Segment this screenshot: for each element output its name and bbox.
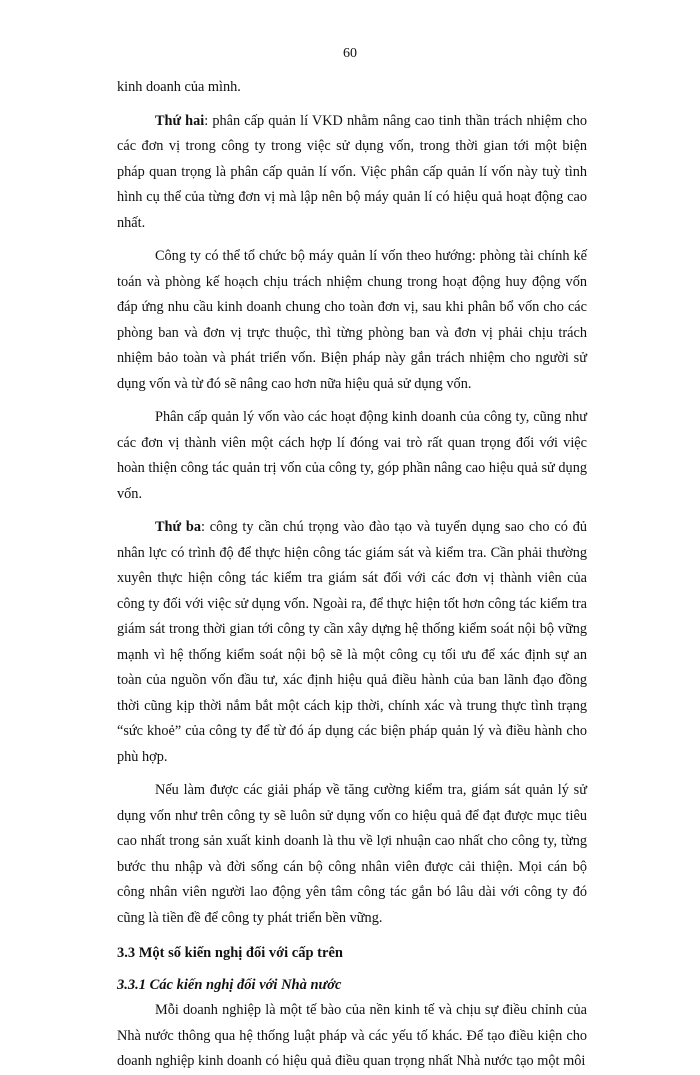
capital-organization-paragraph: Công ty có thể tổ chức bộ máy quản lí vốn theo hướng: phòng tài chính kế toán và phòng kế hoạch chịu trách nhiệm chung trong hoạt động huy động vốn đáp ứng nhu cầu kinh doanh chung cho toàn đơn vị, sau khi phân bổ vốn cho các phòng ban và đơn vị trực thuộc, thì từng phòng ban và đơn vị phải chịu trách nhiệm bảo toàn và phát triển vốn. Biện pháp này gắn trách nhiệm cho người sử dụng vốn và từ đó sẽ nâng cao hơn nữa hiệu quả sử dụng vốn. bbox=[117, 248, 587, 392]
third-measure-paragraph bbox=[117, 515, 587, 770]
solution-outcomes-paragraph: Nếu làm được các giải pháp về tăng cường kiểm tra, giám sát quản lý sử dụng vốn như trên công ty sẽ luôn sử dụng vốn co hiệu quả để đạt được mục tiêu cao nhất trong sản xuất kinh doanh là thu về lợi nhuận cao nhất cho công ty, từng bước thu nhập và đời sống cán bộ công nhân viên được cải thiện. Mọi cán bộ công nhân viên người lao động yên tâm công tác gắn bó lâu dài với công ty đó cũng là tiền đề để công ty phát triển bền vững. bbox=[117, 782, 587, 926]
continued-paragraph: kinh doanh của mình. bbox=[117, 79, 241, 95]
state-recommendations-paragraph: Mỗi doanh nghiệp là một tế bào của nền kinh tế và chịu sự điều chỉnh của Nhà nước thông qua hệ thống luật pháp và các yếu tố khác. Để tạo điều kiện cho doanh nghiệp kinh doanh có hiệu quả điều quan trọng nhất Nhà nước tạo một môi bbox=[117, 1002, 587, 1069]
second-measure-paragraph bbox=[117, 109, 587, 237]
second-measure-text: : phân cấp quản lí VKD nhằm nâng cao tinh thần trách nhiệm cho các đơn vị trong công ty trong việc sử dụng vốn, trong thời gian tới một biện pháp quan trọng là phân cấp quản lí vốn. Việc phân cấp quản lí vốn này tuỳ tình hình cụ thể của từng đơn vị mà lập nên bộ máy quản lí có hiệu quả hoạt động cao nhất. bbox=[117, 112, 587, 231]
document-body bbox=[117, 75, 587, 1075]
third-measure-label: Thứ ba bbox=[155, 519, 201, 535]
third-measure-text: : công ty cần chú trọng vào đào tạo và tuyển dụng sao cho có đủ nhân lực có trình độ để thực hiện công tác giám sát và kiểm tra. Cần phải thường xuyên thực hiện công tác kiểm tra giám sát đối với các đơn vị thành viên của công ty đối với việc sử dụng vốn. Ngoài ra, để thực hiện tốt hơn công tác kiểm tra giám sát trong thời gian tới công ty cần xây dựng hệ thống kiểm soát nội bộ vững mạnh vì hệ thống kiểm soát nội bộ sẽ là một công cụ tối ưu để xác định sự an toàn của nguồn vốn đầu tư, xác định hiệu quả điều hành của ban lãnh đạo đồng thời cũng kịp thời nắm bắt một cách kịp thời, chính xác và trung thực tình trạng “sức khoẻ” của công ty để từ đó áp dụng các biện pháp quản lý và điều hành cho phù hợp. bbox=[117, 519, 587, 765]
page-number: 60 bbox=[343, 46, 357, 61]
section-heading: 3.3 Một số kiến nghị đối với cấp trên bbox=[117, 945, 343, 961]
second-measure-label: Thứ hai bbox=[155, 112, 205, 129]
subsection-heading: 3.3.1 Các kiến nghị đối với Nhà nước bbox=[117, 976, 342, 993]
capital-decentralization-paragraph: Phân cấp quản lý vốn vào các hoạt động kinh doanh của công ty, cũng như các đơn vị thành viên một cách hợp lí đóng vai trò rất quan trọng đối với việc hoàn thiện công tác quản trị vốn của công ty, góp phần nâng cao hiệu quả sử dụng vốn. bbox=[117, 409, 587, 502]
